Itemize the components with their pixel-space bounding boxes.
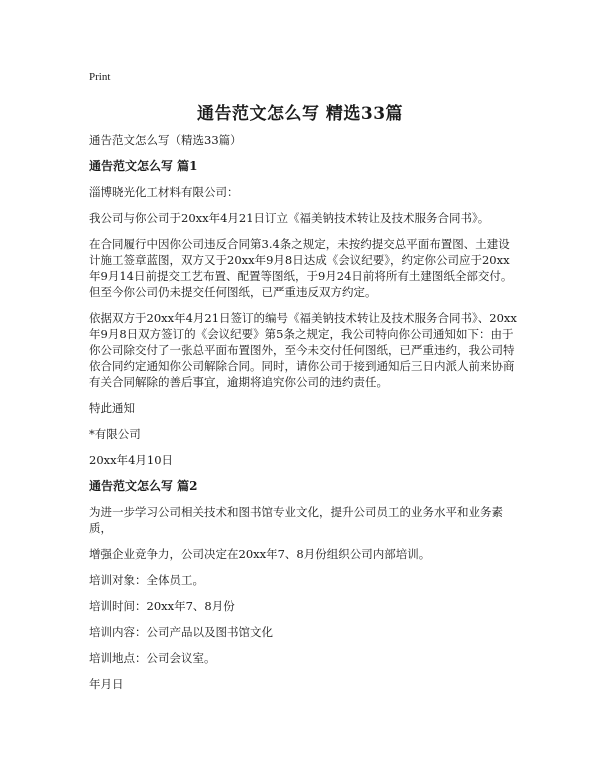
section-1-paragraph: 在合同履行中因你公司违反合同第3.4条之规定，未按约提交总平面布置图、土建设计施工签章蓝图，双方又于20xx年9月8日达成《会议纪要》，约定你公司应于20xx年9月14日前提交工艺布置、配置等图纸，于9月24日前将所有土建图纸全部交付。但至今你公司仍未提交任何图纸，已严重违反双方约定。	[89, 237, 513, 299]
section-2-paragraph: 为进一步学习公司相关技术和图书馆专业文化，提升公司员工的业务水平和业务素质，	[89, 505, 503, 535]
section-2-paragraph: 增强企业竞争力，公司决定在20xx年7、8月份组织公司内部培训。	[89, 547, 431, 561]
document-subtitle: 通告范文怎么写（精选33篇）	[89, 133, 242, 147]
section-2-paragraph: 培训对象：全体员工。	[89, 573, 204, 587]
section-1-paragraph: 淄博晓光化工材料有限公司：	[89, 185, 239, 199]
section-1-paragraph: 我公司与你公司于20xx年4月21日订立《福美钠技术转让及技术服务合同书》。	[89, 211, 490, 225]
section-1-paragraph: 依据双方于20xx年4月21日签订的编号《福美钠技术转让及技术服务合同书》、20xx年9月8日双方签订的《会议纪要》第5条之规定，我公司特向你公司通知如下：由于你公司除交付了一张总平面布置图外，至今未交付任何图纸，已严重违约，我公司特依合同约定通知你公司解除合同。同时，请你公司于接到通知后三日内派人前来协商有关合同解除的善后事宜，逾期将追究你公司的违约责任。	[89, 311, 517, 389]
section-2-paragraph: 年月日	[89, 677, 124, 691]
section-1-heading: 通告范文怎么写 篇1	[89, 159, 198, 173]
section-1-paragraph: 特此通知	[89, 401, 135, 415]
section-2-paragraph: 培训时间：20xx年7、8月份	[89, 599, 235, 613]
print-link[interactable]: Print	[89, 71, 111, 83]
page-title: 通告范文怎么写 精选33篇	[196, 104, 404, 124]
section-2-paragraph: 培训内容：公司产品以及图书馆文化	[89, 625, 273, 639]
section-1-paragraph: 20xx年4月10日	[89, 453, 174, 467]
section-2-paragraph: 培训地点：公司会议室。	[89, 651, 216, 665]
section-2-heading: 通告范文怎么写 篇2	[89, 479, 198, 493]
section-1-paragraph: *有限公司	[89, 427, 141, 441]
document-body	[89, 132, 521, 702]
